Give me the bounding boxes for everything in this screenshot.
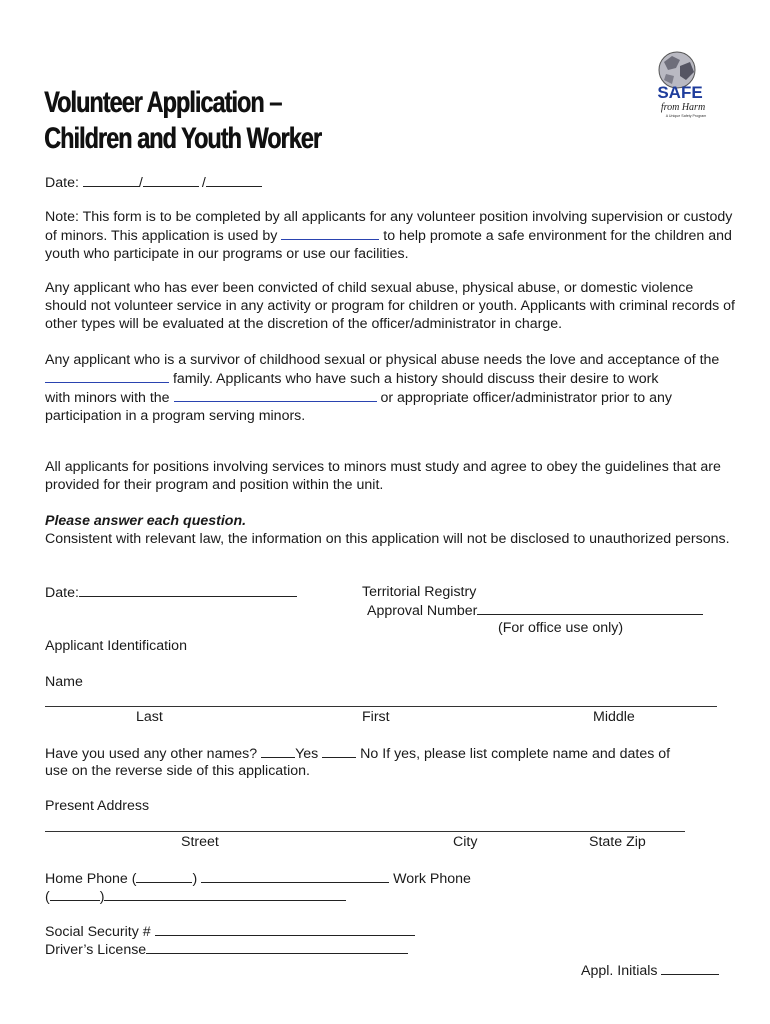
street-label: Street bbox=[181, 834, 219, 850]
date-sep-1: / bbox=[138, 175, 143, 191]
logo-subtext: from Harm bbox=[660, 102, 706, 113]
survivor-paragraph bbox=[45, 351, 735, 425]
application-date-label: Date: bbox=[45, 585, 79, 601]
home-phone-label: Home Phone ( bbox=[45, 871, 137, 887]
survivor-text-c: with minors with the bbox=[45, 390, 170, 406]
ssn-row bbox=[45, 922, 415, 941]
name-field-line[interactable] bbox=[45, 706, 717, 707]
date-day-field[interactable] bbox=[143, 173, 199, 187]
initials-row bbox=[581, 961, 719, 980]
last-name-label: Last bbox=[136, 709, 163, 725]
organization-name-field[interactable] bbox=[281, 226, 379, 240]
applicant-id-label: Applicant Identification bbox=[45, 638, 187, 654]
state-zip-label: State Zip bbox=[589, 834, 646, 850]
convicted-paragraph: Any applicant who has ever been convicted of child sexual abuse, physical abuse, or domestic violence should not volunteer service in any activity or program for children or youth. Applicants with criminal records of other types will be evaluated at the discretion of the officer/administrator in charge. bbox=[45, 280, 735, 332]
work-paren-close: ) bbox=[99, 889, 105, 905]
survivor-text-e: participation in a program serving minors. bbox=[45, 408, 306, 424]
survivor-text-a: Any applicant who is a survivor of childhood sexual or physical abuse needs the love and acceptance of the bbox=[45, 352, 720, 368]
registry-label-2: Approval Number bbox=[367, 603, 478, 619]
please-answer-heading: Please answer each question. bbox=[45, 513, 247, 529]
drivers-license-field[interactable] bbox=[146, 940, 408, 954]
date-sep-2: / bbox=[201, 175, 206, 191]
note-text-a: Note: This form is to be completed by all applicants for any volunteer position involving supervision or custody of minors. This application is used by bbox=[45, 209, 733, 244]
work-phone-label: Work Phone bbox=[393, 871, 471, 887]
work-area-code-field[interactable] bbox=[50, 887, 100, 901]
title-line-2: Children and Youth Worker bbox=[44, 122, 321, 155]
application-date-field[interactable] bbox=[79, 583, 297, 597]
middle-name-label: Middle bbox=[593, 709, 635, 725]
license-row bbox=[45, 940, 408, 959]
confidentiality-text: Consistent with relevant law, the information on this application will not be disclosed to unauthorized persons. bbox=[45, 531, 730, 547]
initials-field[interactable] bbox=[661, 961, 719, 975]
guidelines-paragraph: All applicants for positions involving services to minors must study and agree to obey the guidelines that are provided for their program and position within the unit. bbox=[45, 459, 721, 493]
city-label: City bbox=[453, 834, 478, 850]
registry-label-1: Territorial Registry bbox=[362, 584, 477, 600]
office-use-note: (For office use only) bbox=[498, 620, 624, 636]
approval-number-field[interactable] bbox=[477, 601, 703, 615]
date-month-field[interactable] bbox=[83, 173, 139, 187]
application-date-row bbox=[45, 583, 297, 602]
ssn-label: Social Security # bbox=[45, 924, 151, 940]
registry-row bbox=[367, 601, 703, 620]
logo-text: SAFE bbox=[657, 83, 703, 102]
logo-tagline: A Unique Safety Program bbox=[665, 114, 707, 118]
title-line-1: Volunteer Application – bbox=[44, 86, 282, 119]
work-paren-open: ( bbox=[45, 889, 50, 905]
drivers-license-label: Driver’s License bbox=[45, 942, 147, 958]
note-text-b: to help promote a safe environment for the children and youth who participate in our programs or use our facilities. bbox=[45, 228, 732, 262]
yes-label: Yes bbox=[295, 746, 319, 762]
address-field-line[interactable] bbox=[45, 831, 685, 832]
other-names-instruction: use on the reverse side of this application. bbox=[45, 763, 310, 779]
survivor-line-3 bbox=[45, 388, 735, 407]
survivor-line-2 bbox=[45, 369, 735, 388]
first-name-label: First bbox=[362, 709, 390, 725]
home-phone-field[interactable] bbox=[201, 869, 389, 883]
no-label: No If yes, please list complete name and dates of bbox=[360, 746, 671, 762]
ssn-field[interactable] bbox=[155, 922, 415, 936]
home-area-code-field[interactable] bbox=[136, 869, 192, 883]
work-phone-field[interactable] bbox=[104, 887, 346, 901]
leader-name-field[interactable] bbox=[174, 388, 377, 402]
survivor-text-b: family. Applicants who have such a history should discuss their desire to work bbox=[172, 371, 659, 387]
phone-row bbox=[45, 869, 471, 888]
date-line bbox=[45, 173, 262, 192]
other-names-question: Have you used any other names? bbox=[45, 746, 258, 762]
home-paren-close: ) bbox=[192, 871, 198, 887]
present-address-label: Present Address bbox=[45, 798, 150, 814]
safe-from-harm-logo bbox=[640, 48, 720, 122]
instructions-block bbox=[45, 512, 735, 548]
family-name-field[interactable] bbox=[45, 369, 169, 383]
other-names-no-field[interactable] bbox=[322, 744, 356, 758]
other-names-row bbox=[45, 744, 670, 763]
other-names-yes-field[interactable] bbox=[261, 744, 295, 758]
work-phone-row bbox=[45, 887, 346, 906]
date-label: Date: bbox=[45, 175, 79, 191]
initials-label: Appl. Initials bbox=[581, 963, 658, 979]
date-year-field[interactable] bbox=[206, 173, 262, 187]
survivor-text-d: or appropriate officer/administrator prior to any bbox=[380, 390, 672, 406]
note-paragraph bbox=[45, 208, 735, 263]
name-label: Name bbox=[45, 674, 83, 690]
page-title bbox=[44, 85, 321, 157]
